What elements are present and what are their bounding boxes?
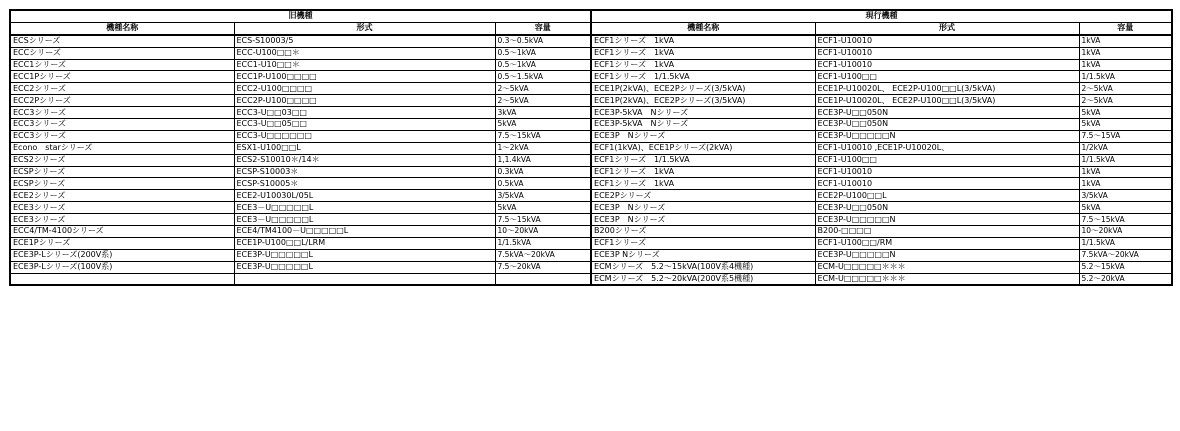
- old-model-cell: ECC3-U□□05□□: [234, 119, 495, 131]
- new-model-cell: ECE1P-U10020L、 ECE2P-U100□□L(3/5kVA): [815, 83, 1079, 95]
- old-capacity-cell: 3kVA: [495, 107, 591, 119]
- old-capacity-cell: 0.5～1kVA: [495, 59, 591, 71]
- new-name-cell: ECMシリーズ 5.2～20kVA(200V系5機種): [591, 273, 815, 285]
- old-name-header: 機種名称: [10, 22, 234, 34]
- old-capacity-cell: 2～5kVA: [495, 83, 591, 95]
- old-model-cell: ECE2-U10030L/05L: [234, 190, 495, 202]
- table-row: [10, 107, 1172, 119]
- table-row: [10, 83, 1172, 95]
- new-model-cell: ECE3P-U□□□□□N: [815, 214, 1079, 226]
- new-capacity-cell: 7.5kVA～20kVA: [1079, 249, 1172, 261]
- new-model-cell: ECF1-U10010: [815, 47, 1079, 59]
- new-capacity-cell: 1kVA: [1079, 35, 1172, 47]
- old-capacity-cell: 0.5～1kVA: [495, 47, 591, 59]
- old-model-cell: ECE3－U□□□□□L: [234, 214, 495, 226]
- old-name-cell: ECE1Pシリーズ: [10, 237, 234, 249]
- table-row: [10, 190, 1172, 202]
- old-name-cell: ECC2シリーズ: [10, 83, 234, 95]
- old-capacity-cell: 5kVA: [495, 119, 591, 131]
- new-name-cell: ECF1シリーズ 1/1.5kVA: [591, 154, 815, 166]
- old-model-cell: ECC1P-U100□□□□: [234, 71, 495, 83]
- old-capacity-cell: 2～5kVA: [495, 95, 591, 107]
- old-model-cell: ECC3-U□□□□□□: [234, 130, 495, 142]
- old-name-cell: [10, 273, 234, 285]
- new-model-cell: ECF1-U10010: [815, 166, 1079, 178]
- old-model-header: 形式: [234, 22, 495, 34]
- new-model-cell: B200-□□□□: [815, 226, 1079, 238]
- old-model-cell: ECE3P-U□□□□□L: [234, 261, 495, 273]
- old-name-cell: ECSPシリーズ: [10, 178, 234, 190]
- new-capacity-cell: 1kVA: [1079, 59, 1172, 71]
- new-model-cell: ECM-U□□□□□＊＊＊: [815, 261, 1079, 273]
- new-capacity-cell: 5.2～20kVA: [1079, 273, 1172, 285]
- new-model-cell: ECE3P-U□□□□□N: [815, 130, 1079, 142]
- table-row: [10, 35, 1172, 47]
- old-name-cell: ECCシリーズ: [10, 47, 234, 59]
- old-capacity-cell: 0.5kVA: [495, 178, 591, 190]
- old-model-cell: ECE3P-U□□□□□L: [234, 249, 495, 261]
- old-model-cell: ECSP-S10003＊: [234, 166, 495, 178]
- table-body: [10, 35, 1172, 286]
- table-row: [10, 95, 1172, 107]
- new-capacity-cell: 1/1.5kVA: [1079, 154, 1172, 166]
- new-model-cell: ECF1-U10010 ,ECE1P-U10020L、: [815, 142, 1079, 154]
- old-model-cell: ECC1-U10□□＊: [234, 59, 495, 71]
- table-row: [10, 273, 1172, 285]
- new-capacity-cell: 1/2kVA: [1079, 142, 1172, 154]
- new-model-cell: ECF1-U10010: [815, 35, 1079, 47]
- new-name-cell: ECMシリーズ 5.2～15kVA(100V系4機種): [591, 261, 815, 273]
- new-name-cell: ECE3P-5kVA Nシリーズ: [591, 119, 815, 131]
- old-name-cell: ECE2シリーズ: [10, 190, 234, 202]
- old-capacity-cell: 1,1.4kVA: [495, 154, 591, 166]
- new-model-cell: ECE3P-U□□050N: [815, 119, 1079, 131]
- table-row: [10, 130, 1172, 142]
- new-name-cell: ECF1シリーズ 1kVA: [591, 47, 815, 59]
- new-capacity-cell: 1/1.5kVA: [1079, 237, 1172, 249]
- old-capacity-cell: 7.5kVA～20kVA: [495, 249, 591, 261]
- old-models-group-header: 旧機種: [10, 10, 591, 22]
- old-capacity-cell: 0.3kVA: [495, 166, 591, 178]
- old-capacity-cell: 3/5kVA: [495, 190, 591, 202]
- new-capacity-cell: 3/5kVA: [1079, 190, 1172, 202]
- old-capacity-header: 容量: [495, 22, 591, 34]
- new-model-cell: ECF1-U100□□/RM: [815, 237, 1079, 249]
- old-name-cell: ECE3P-Lシリーズ(200V系): [10, 249, 234, 261]
- model-comparison-table: [9, 9, 1173, 286]
- old-model-cell: ECC-U100□□＊: [234, 47, 495, 59]
- new-model-cell: ECE3P-U□□□□□N: [815, 249, 1079, 261]
- old-model-cell: ESX1-U100□□L: [234, 142, 495, 154]
- old-name-cell: ECSPシリーズ: [10, 166, 234, 178]
- new-name-cell: ECF1シリーズ: [591, 237, 815, 249]
- old-capacity-cell: 0.5～1.5kVA: [495, 71, 591, 83]
- old-model-cell: ECC2-U100□□□□: [234, 83, 495, 95]
- new-name-cell: ECE3P Nシリーズ: [591, 249, 815, 261]
- new-capacity-cell: 1kVA: [1079, 178, 1172, 190]
- old-capacity-cell: 7.5～15kVA: [495, 130, 591, 142]
- new-capacity-cell: 7.5～15VA: [1079, 130, 1172, 142]
- new-model-cell: ECE3P-U□□050N: [815, 107, 1079, 119]
- new-capacity-header: 容量: [1079, 22, 1172, 34]
- old-name-cell: Econo starシリーズ: [10, 142, 234, 154]
- new-capacity-cell: 1kVA: [1079, 166, 1172, 178]
- new-name-cell: ECF1(1kVA)、ECE1Pシリーズ(2kVA): [591, 142, 815, 154]
- new-capacity-cell: 1kVA: [1079, 47, 1172, 59]
- new-capacity-cell: 7.5～15kVA: [1079, 214, 1172, 226]
- new-name-cell: ECE3P Nシリーズ: [591, 202, 815, 214]
- old-model-cell: ECE1P-U100□□L/LRM: [234, 237, 495, 249]
- new-model-cell: ECF1-U100□□: [815, 71, 1079, 83]
- table-row: [10, 237, 1172, 249]
- new-model-cell: ECF1-U10010: [815, 59, 1079, 71]
- old-name-cell: ECE3P-Lシリーズ(100V系): [10, 261, 234, 273]
- new-model-cell: ECE3P-U□□050N: [815, 202, 1079, 214]
- table-row: [10, 59, 1172, 71]
- new-name-cell: ECF1シリーズ 1kVA: [591, 178, 815, 190]
- old-name-cell: ECE3シリーズ: [10, 214, 234, 226]
- new-model-cell: ECE1P-U10020L、 ECE2P-U100□□L(3/5kVA): [815, 95, 1079, 107]
- old-name-cell: ECC3シリーズ: [10, 130, 234, 142]
- old-capacity-cell: 5kVA: [495, 202, 591, 214]
- new-name-cell: ECF1シリーズ 1kVA: [591, 35, 815, 47]
- table-row: [10, 71, 1172, 83]
- new-model-cell: ECM-U□□□□□＊＊＊: [815, 273, 1079, 285]
- table-row: [10, 202, 1172, 214]
- new-name-cell: ECE2Pシリーズ: [591, 190, 815, 202]
- new-capacity-cell: 5.2～15kVA: [1079, 261, 1172, 273]
- current-models-group-header: 現行機種: [591, 10, 1172, 22]
- new-model-header: 形式: [815, 22, 1079, 34]
- old-model-cell: ECE3－U□□□□□L: [234, 202, 495, 214]
- group-header-row: [10, 10, 1172, 22]
- old-model-cell: ECC2P-U100□□□□: [234, 95, 495, 107]
- old-model-cell: [234, 273, 495, 285]
- old-model-cell: ECSP-S10005＊: [234, 178, 495, 190]
- table-row: [10, 154, 1172, 166]
- old-name-cell: ECC1Pシリーズ: [10, 71, 234, 83]
- new-capacity-cell: 10～20kVA: [1079, 226, 1172, 238]
- old-model-cell: ECE4/TM4100－U□□□□□L: [234, 226, 495, 238]
- new-capacity-cell: 5kVA: [1079, 107, 1172, 119]
- old-name-cell: ECC3シリーズ: [10, 107, 234, 119]
- old-name-cell: ECSシリーズ: [10, 35, 234, 47]
- new-name-cell: ECE1P(2kVA)、ECE2Pシリーズ(3/5kVA): [591, 83, 815, 95]
- table-row: [10, 226, 1172, 238]
- new-model-cell: ECE2P-U100□□L: [815, 190, 1079, 202]
- old-name-cell: ECC3シリーズ: [10, 119, 234, 131]
- new-capacity-cell: 2～5kVA: [1079, 95, 1172, 107]
- new-name-cell: ECE1P(2kVA)、ECE2Pシリーズ(3/5kVA): [591, 95, 815, 107]
- new-name-cell: ECE3P-5kVA Nシリーズ: [591, 107, 815, 119]
- old-model-cell: ECC3-U□□03□□: [234, 107, 495, 119]
- new-model-cell: ECF1-U10010: [815, 178, 1079, 190]
- old-capacity-cell: 10～20kVA: [495, 226, 591, 238]
- old-name-cell: ECC4/TM-4100シリーズ: [10, 226, 234, 238]
- old-capacity-cell: 7.5～20kVA: [495, 261, 591, 273]
- old-capacity-cell: 1～2kVA: [495, 142, 591, 154]
- table-row: [10, 178, 1172, 190]
- old-model-cell: ECS-S10003/5: [234, 35, 495, 47]
- old-name-cell: ECS2シリーズ: [10, 154, 234, 166]
- old-name-cell: ECC1シリーズ: [10, 59, 234, 71]
- new-capacity-cell: 5kVA: [1079, 202, 1172, 214]
- old-name-cell: ECC2Pシリーズ: [10, 95, 234, 107]
- new-name-header: 機種名称: [591, 22, 815, 34]
- table-row: [10, 261, 1172, 273]
- new-name-cell: ECF1シリーズ 1kVA: [591, 166, 815, 178]
- old-capacity-cell: 1/1.5kVA: [495, 237, 591, 249]
- column-header-row: [10, 22, 1172, 34]
- table-row: [10, 249, 1172, 261]
- table-row: [10, 119, 1172, 131]
- table-row: [10, 142, 1172, 154]
- old-capacity-cell: 7.5～15kVA: [495, 214, 591, 226]
- new-capacity-cell: 5kVA: [1079, 119, 1172, 131]
- new-name-cell: ECE3P Nシリーズ: [591, 130, 815, 142]
- table-row: [10, 214, 1172, 226]
- old-capacity-cell: [495, 273, 591, 285]
- old-name-cell: ECE3シリーズ: [10, 202, 234, 214]
- new-name-cell: ECE3P Nシリーズ: [591, 214, 815, 226]
- table-row: [10, 47, 1172, 59]
- new-name-cell: ECF1シリーズ 1/1.5kVA: [591, 71, 815, 83]
- new-model-cell: ECF1-U100□□: [815, 154, 1079, 166]
- new-name-cell: B200シリーズ: [591, 226, 815, 238]
- old-model-cell: ECS2-S10010＊/14＊: [234, 154, 495, 166]
- old-capacity-cell: 0.3～0.5kVA: [495, 35, 591, 47]
- table-row: [10, 166, 1172, 178]
- new-capacity-cell: 2～5kVA: [1079, 83, 1172, 95]
- new-capacity-cell: 1/1.5kVA: [1079, 71, 1172, 83]
- new-name-cell: ECF1シリーズ 1kVA: [591, 59, 815, 71]
- comparison-table-container: [9, 9, 1171, 286]
